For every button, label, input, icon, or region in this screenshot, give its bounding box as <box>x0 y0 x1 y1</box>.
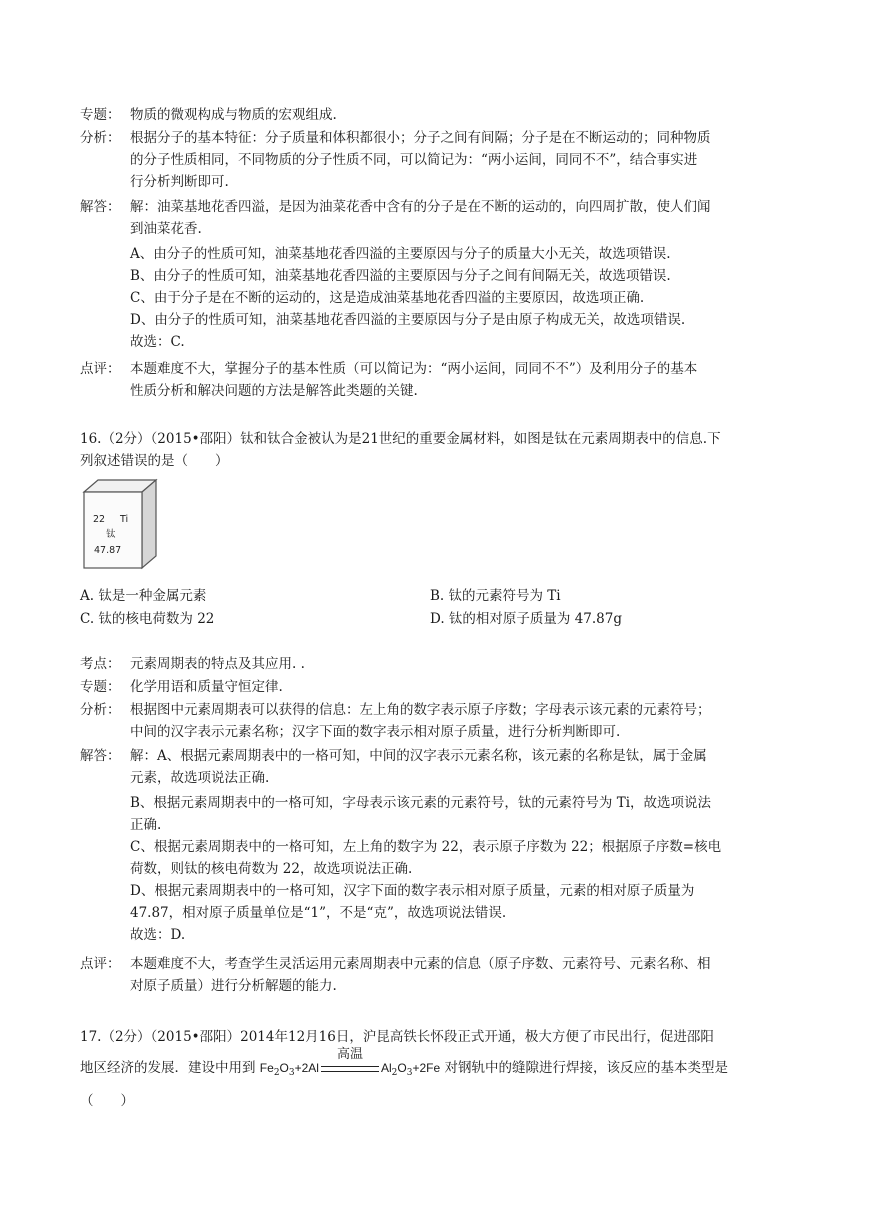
topic-label: 专题： <box>80 679 121 695</box>
q15-answer-items <box>130 243 790 353</box>
answer-line: 元素，故选项说法正确. <box>130 770 270 786</box>
analysis-line: 行分析判断即可. <box>130 174 229 190</box>
option-a: A. 钛是一种金属元素 <box>80 588 207 604</box>
answer-item: D、根据元素周期表中的一格可知，汉字下面的数字表示相对原子质量，元素的相对原子质量为 <box>130 883 695 899</box>
option-d: D. 钛的相对原子质量为 47.87g <box>430 611 623 627</box>
q16-point <box>80 653 790 675</box>
q17-stem-line-3: （ ） <box>80 1093 134 1109</box>
comment-label: 点评： <box>80 361 121 377</box>
answer-item: C、由于分子是在不断的运动的，这是造成油菜基地花香四溢的主要原因，故选项正确. <box>130 290 645 306</box>
q15-analysis <box>80 127 790 193</box>
element-cube-icon <box>80 478 160 570</box>
reaction-condition: 高温 <box>336 1047 363 1062</box>
answer-item: B、由分子的性质可知，油菜基地花香四溢的主要原因与分子之间有间隔无关，故选项错误. <box>130 268 671 284</box>
element-number: 22 <box>93 514 106 525</box>
q16-answer <box>80 745 790 789</box>
option-c: C. 钛的核电荷数为 22 <box>80 611 215 627</box>
element-symbol: Ti <box>120 514 129 525</box>
answer-item: 47.87，相对原子质量单位是“1”，不是“克”，故选项说法错误. <box>130 905 507 921</box>
element-tile-figure <box>80 478 160 574</box>
element-name: 钛 <box>106 529 116 540</box>
answer-item: B、根据元素周期表中的一格可知，字母表示该元素的元素符号，钛的元素符号为 Ti，故选项说法 <box>130 795 712 811</box>
q16-comment <box>80 953 790 997</box>
analysis-line: 根据分子的基本特征：分子质量和体积都很小；分子之间有间隔；分子是在不断运动的；同种物质 <box>130 130 711 146</box>
comment-line: 对原子质量）进行分析解题的能力. <box>130 978 337 994</box>
comment-line: 本题难度不大，考查学生灵活运用元素周期表中元素的信息（原子序数、元素符号、元素名称、相 <box>130 956 711 972</box>
analysis-line: 根据图中元素周期表可以获得的信息：左上角的数字表示原子序数；字母表示该元素的元素符号； <box>130 702 711 718</box>
answer-item: C、根据元素周期表中的一格可知，左上角的数字为 22，表示原子序数为 22；根据原子序数=核电 <box>130 839 722 855</box>
comment-line: 本题难度不大，掌握分子的基本性质（可以简记为：“两小运间，同同不不”）及利用分子的基本 <box>130 361 698 377</box>
comment-line: 性质分析和解决问题的方法是解答此类题的关键. <box>130 383 418 399</box>
stem-line: 16.（2分）（2015•邵阳）钛和钛合金被认为是21世纪的重要金属材料，如图是钛在元素周期表中的信息.下 <box>80 431 721 447</box>
answer-line: 到油菜花香. <box>130 221 202 237</box>
q16-topic <box>80 676 790 698</box>
chemical-equation: $Fe_2O_3+2Al$ 高温 $Al_2O_3+2Fe$ <box>260 1057 440 1084</box>
q17-stem-line-1: 17.（2分）（2015•邵阳）2014年12月16日，沪昆高铁长怀段正式开通，极大方便了市民出行，促进邵阳 <box>80 1029 714 1045</box>
q16-stem <box>80 428 790 472</box>
q16-answer-items <box>130 792 790 946</box>
answer-label: 解答： <box>80 199 121 215</box>
element-mass: 47.87 <box>94 545 122 556</box>
reaction-arrow <box>319 1047 381 1079</box>
analysis-label: 分析： <box>80 130 121 146</box>
q15-answer <box>80 196 790 240</box>
q16-analysis <box>80 699 790 743</box>
answer-item: 荷数，则钛的核电荷数为 22，故选项说法正确. <box>130 861 413 877</box>
answer-line: 解：A、根据元素周期表中的一格可知，中间的汉字表示元素名称，该元素的名称是钛，属于金属 <box>130 748 707 764</box>
point-label: 考点： <box>80 656 121 672</box>
answer-label: 解答： <box>80 748 121 764</box>
topic-text: 化学用语和质量守恒定律. <box>130 679 283 695</box>
option-b: B. 钛的元素符号为 Ti <box>430 588 561 604</box>
double-line-icon <box>321 1066 379 1072</box>
comment-label: 点评： <box>80 956 121 972</box>
stem-line: 列叙述错误的是（ ） <box>80 453 229 469</box>
analysis-label: 分析： <box>80 702 121 718</box>
answer-item: 故选：C. <box>130 334 185 350</box>
answer-item: 故选：D. <box>130 927 186 943</box>
answer-item: 正确. <box>130 817 162 833</box>
point-text: 元素周期表的特点及其应用. . <box>130 656 305 672</box>
q15-comment <box>80 358 790 402</box>
answer-item: D、由分子的性质可知，油菜基地花香四溢的主要原因与分子是由原子构成无关，故选项错误. <box>130 312 686 328</box>
answer-item: A、由分子的性质可知，油菜基地花香四溢的主要原因与分子的质量大小无关，故选项错误. <box>130 246 671 262</box>
answer-line: 解：油菜基地花香四溢，是因为油菜花香中含有的分子是在不断的运动的，向四周扩散，使人们闻 <box>130 199 711 215</box>
topic-label: 专题： <box>80 107 121 123</box>
q17-stem-line-2 <box>80 1047 790 1084</box>
q15-topic <box>80 104 790 126</box>
stem-text: 地区经济的发展．建设中用到 <box>80 1060 260 1076</box>
topic-text: 物质的微观构成与物质的宏观组成. <box>130 107 337 123</box>
analysis-line: 的分子性质相同，不同物质的分子性质不同，可以简记为：“两小运间，同同不不”，结合事实进 <box>130 152 698 168</box>
analysis-line: 中间的汉字表示元素名称；汉字下面的数字表示相对原子质量，进行分析判断即可. <box>130 724 621 740</box>
stem-text: 对钢轨中的缝隙进行焊接，该反应的基本类型是 <box>440 1060 728 1076</box>
